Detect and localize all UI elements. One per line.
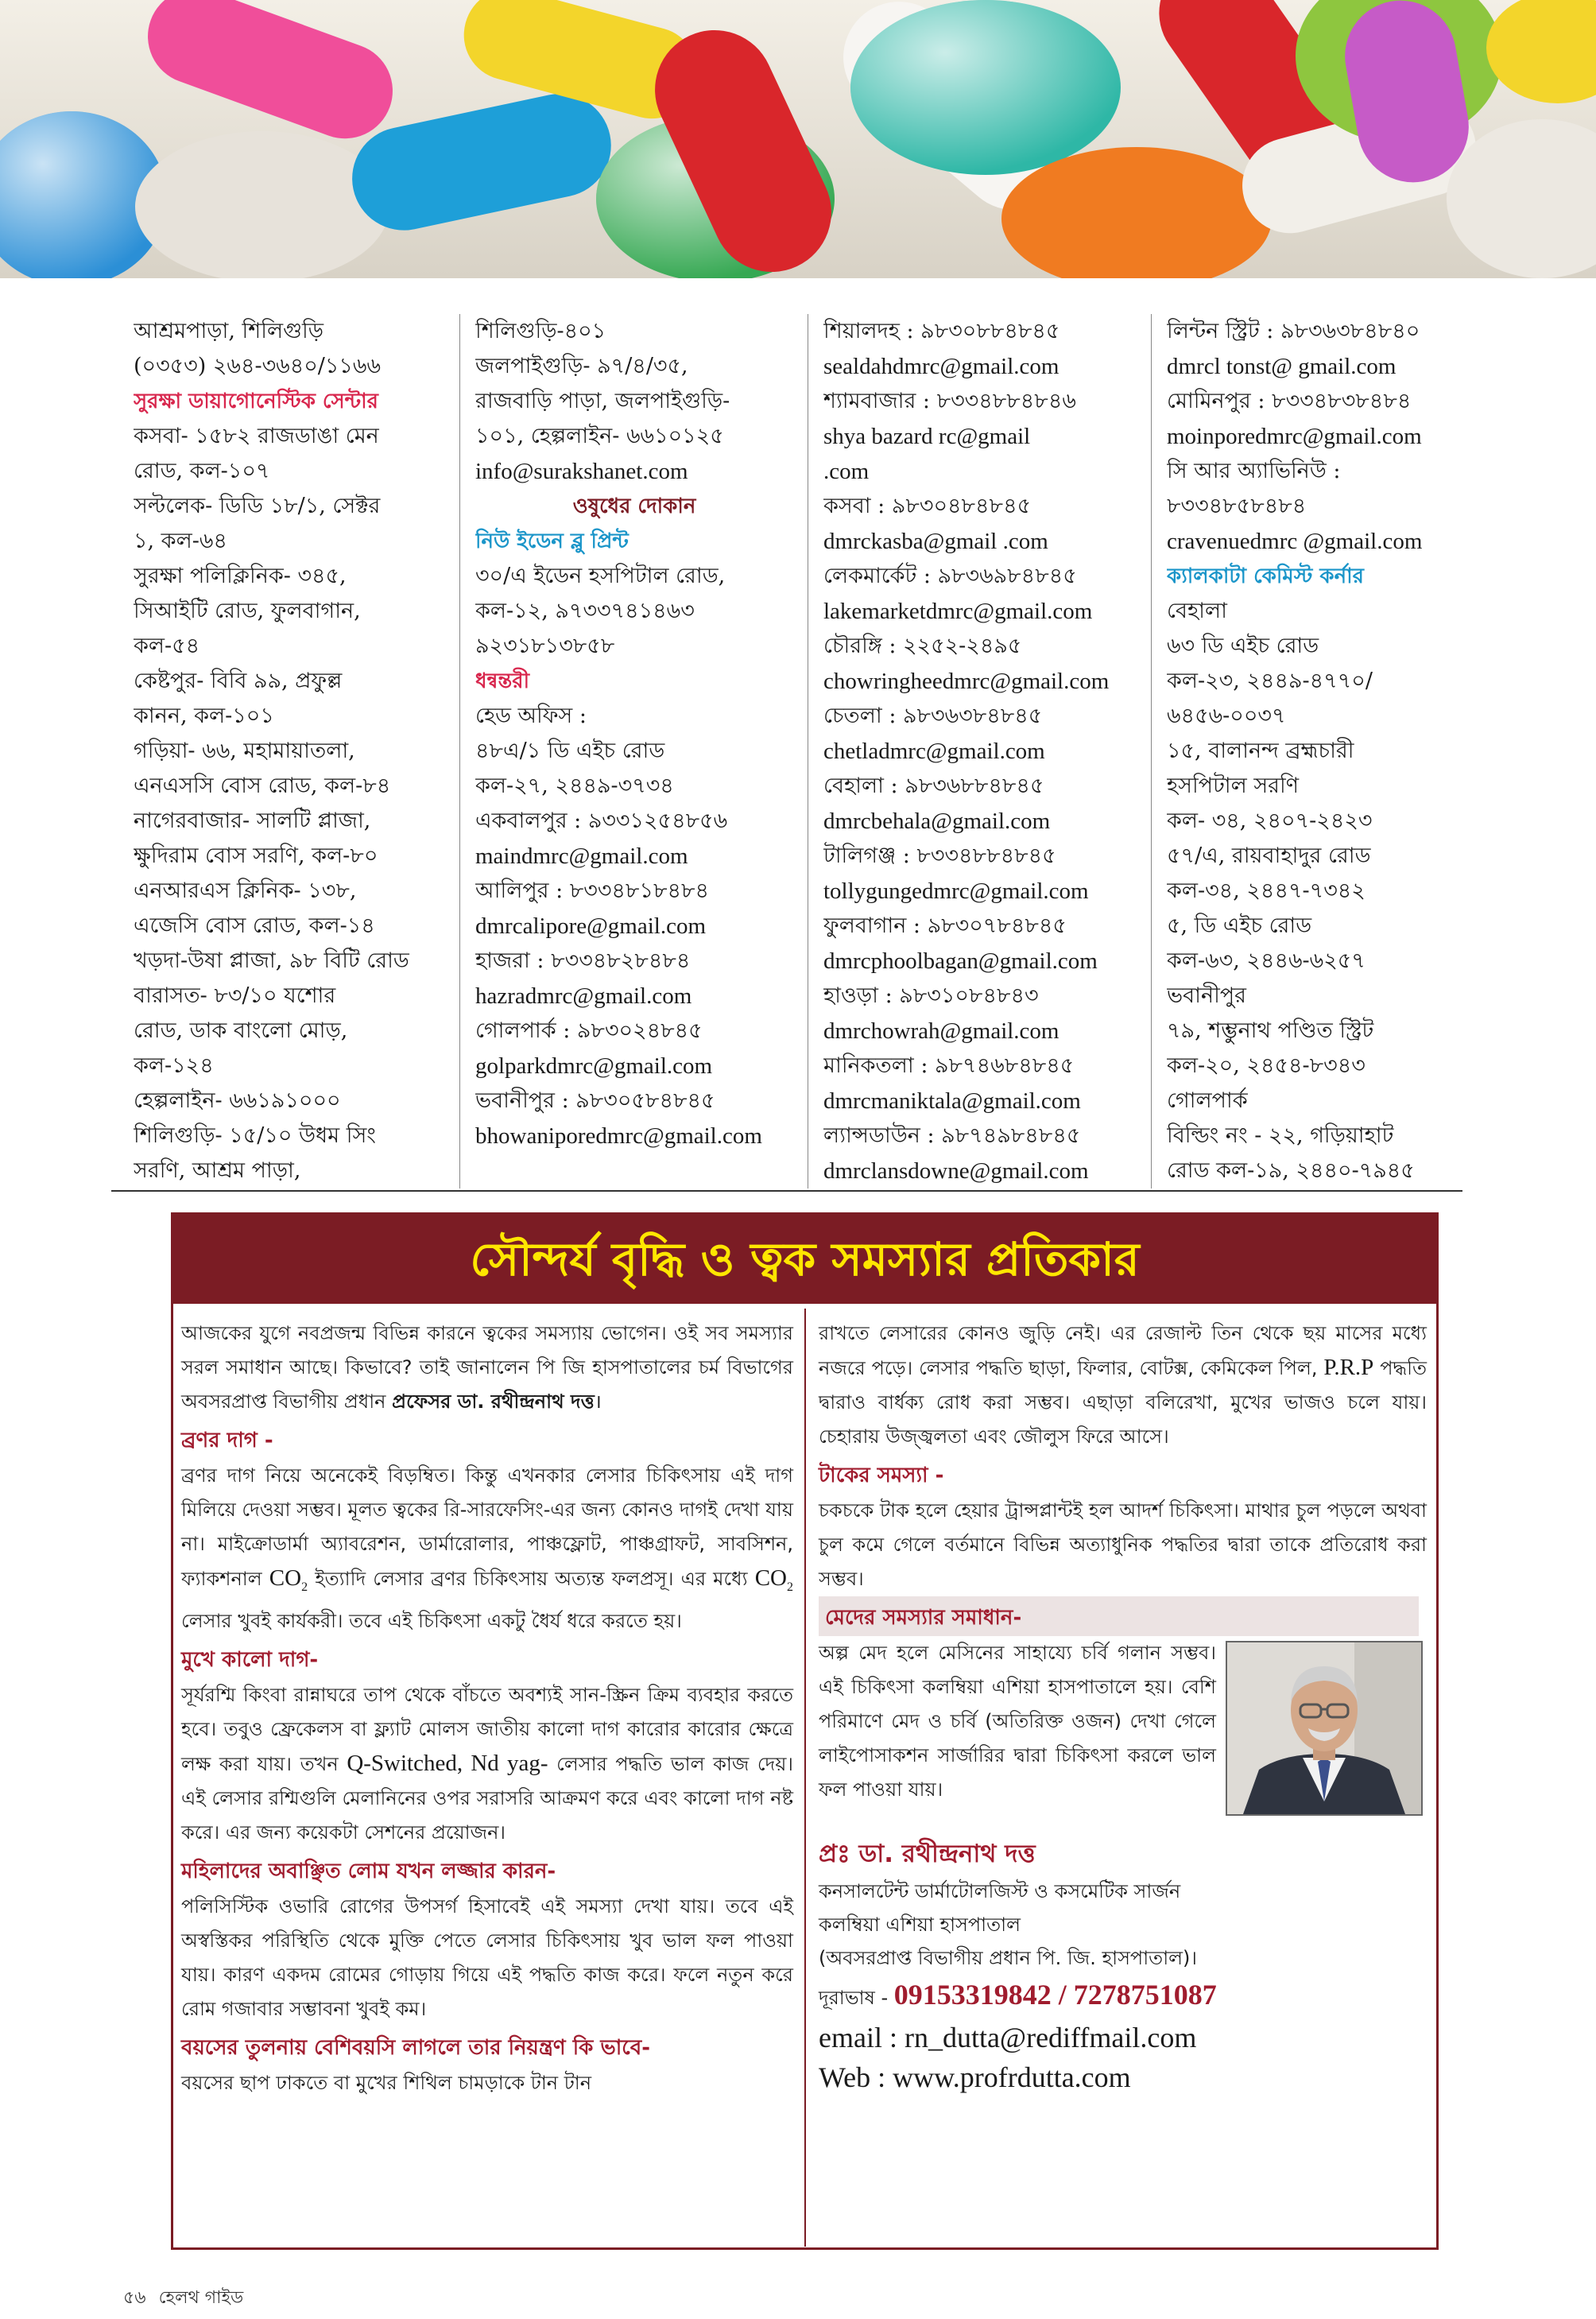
fat-paragraph: অল্প মেদ হলে মেসিনের সাহায্যে চর্বি গলান সম্ভব। এই চিকিৎসা কলম্বিয়া এশিয়া হাসপাতালে হয়। বেশি পরিমাণে মেদ ও চর্বি (অতিরিক্ত ওজন) দেখা গেলে লাইপোসাকশন সার্জারির দ্বারা চিকিৎসা করলে ভাল ফল পাওয়া যায়। bbox=[819, 1642, 1216, 1801]
directory-heading: ধন্বন্তরী bbox=[475, 669, 530, 693]
column-separator bbox=[1151, 314, 1152, 1189]
directory-line: বারাসত- ৮৩/১০ যশোর bbox=[134, 983, 336, 1008]
directory-line: কল-২০, ২৪৫৪-৮৩৪৩ bbox=[1167, 1053, 1366, 1078]
divider bbox=[111, 1190, 1462, 1192]
directory-line: ১০১, হেল্পলাইন- ৬৬১০১২৫ bbox=[475, 424, 724, 448]
pills-banner-image bbox=[0, 0, 1596, 278]
directory-email[interactable]: sealdahdmrc@gmail.com bbox=[823, 354, 1059, 379]
directory-line: এজেসি বোস রোড, কল-১৪ bbox=[134, 913, 375, 938]
directory-line: কল-১২, ৯৭৩৩৭৪১৪৬৩ bbox=[475, 599, 695, 623]
doctor-former-role: (অবসরপ্রাপ্ত বিভাগীয় প্রধান পি. জি. হাসপাতাল)। bbox=[819, 1947, 1197, 1969]
directory-line: এনএসসি বোস রোড, কল-৮৪ bbox=[134, 774, 391, 798]
directory-line: কল-৩৪, ২৪৪৭-৭৩৪২ bbox=[1167, 878, 1366, 903]
acne-text-1: ব্রণর দাগ নিয়ে অনেকেই বিড়ম্বিত। কিন্তু এখনকার লেসার চিকিৎসায় এই দাগ মিলিয়ে দেওয়া সম্ভব। মূলত ত্বকের রি-সারফেসিং-এর জন্য কোনও দাগই দেখা যায় না। মাইক্রোডার্মা অ্যাবরেশন, ডার্মারোলার, পাঞ্চফ্লোট, পাঞ্চগ্রাফট, সাবসিশন, ফ্যাকশনাল bbox=[181, 1464, 793, 1590]
directory-line: কল-১২৪ bbox=[134, 1053, 214, 1078]
directory-column-4 bbox=[1167, 314, 1485, 1189]
directory-line: শিলিগুড়ি- ১৫/১০ উধম সিং bbox=[134, 1123, 376, 1148]
dark-spots-paragraph bbox=[181, 1678, 793, 1850]
prp-label: P.R.P bbox=[1323, 1355, 1374, 1380]
directory-line: বেহালা bbox=[1167, 599, 1227, 623]
directory-line: নাগেরবাজার- সালটি প্লাজা, bbox=[134, 809, 371, 833]
directory-line: ৬৪৫৬-০০৩৭ bbox=[1167, 704, 1286, 728]
doctor-photo bbox=[1226, 1641, 1423, 1816]
doctor-name: প্রঃ ডা. রথীন্দ্রনাথ দত্ত bbox=[819, 1840, 1036, 1868]
directory-line: মানিকতলা : ৯৮৭৪৬৮৪৮৪৫ bbox=[823, 1053, 1075, 1078]
phone-line bbox=[819, 1975, 1427, 2018]
directory-line: জলপাইগুড়ি- ৯৭/৪/৩৫, bbox=[475, 354, 688, 378]
directory-email[interactable]: cravenuedmrc @gmail.com bbox=[1167, 529, 1423, 554]
unwanted-hair-paragraph: পলিসিস্টিক ওভারি রোগের উপসর্গ হিসাবেই এই সমস্যা দেখা যায়। তবে এই অস্বস্তিকর পরিস্থিতি থেকে মুক্তি পেতে লেসার চিকিৎসায় খুব ভাল ফল পাওয়া যায়। কারণ একদম রোমের গোড়ায় গিয়ে এই পদ্ধতি কাজ করে। ফলে নতুন করে রোম গজাবার সম্ভাবনা খুবই কম। bbox=[181, 1894, 793, 2020]
dark-text-1: সূর্যরশ্মি কিংবা রান্নাঘরে তাপ থেকে বাঁচতে অবশ্যই সান-স্ক্রিন ক্রিম ব্যবহার করতে হবে। তবুও ফ্রেকেলস বা ফ্ল্যাট মোলস জাতীয় কালো দাগ কারোর কারোর ক্ষেত্রে লক্ষ করা যায়। তখন bbox=[181, 1683, 793, 1775]
email-line[interactable]: email : rn_dutta@rediffmail.com bbox=[819, 2022, 1197, 2053]
article-body bbox=[173, 1309, 1436, 2247]
directory-line: (০৩৫৩) ২৬৪-৩৬৪০/১১৬৬ bbox=[134, 354, 382, 378]
section-heading-aging: বয়সের তুলনায় বেশিবয়সি লাগলে তার নিয়ন্ত্রণ কি ভাবে- bbox=[181, 2035, 650, 2060]
doctor-hospital: কলম্বিয়া এশিয়া হাসপাতাল bbox=[819, 1914, 1021, 1936]
directory-email[interactable]: chowringheedmrc@gmail.com bbox=[823, 669, 1110, 694]
directory-email[interactable]: dmrclansdowne@gmail.com bbox=[823, 1158, 1089, 1184]
directory-heading: ওষুধের দোকান bbox=[572, 494, 696, 518]
directory-line: সি আর অ্যাভিনিউ : bbox=[1167, 459, 1341, 483]
directory-email[interactable]: dmrcbehala@gmail.com bbox=[823, 809, 1051, 834]
directory-line: লেকমার্কেট : ৯৮৩৬৯৮৪৮৪৫ bbox=[823, 564, 1077, 588]
directory-email[interactable]: dmrcmaniktala@gmail.com bbox=[823, 1088, 1081, 1114]
directory-line: কল-২৩, ২৪৪৯-৪৭৭০/ bbox=[1167, 669, 1373, 693]
doctor-portrait-image bbox=[1227, 1642, 1421, 1814]
directory-listing bbox=[0, 314, 1596, 1189]
aging-cont-text-1: রাখতে লেসারের কোনও জুড়ি নেই। এর রেজাল্ট তিন থেকে ছয় মাসের মধ্যে নজরে পড়ে। লেসার পদ্ধতি ছাড়া, ফিলার, বোটক্স, কেমিকেল পিল, bbox=[819, 1322, 1427, 1379]
fat-section bbox=[819, 1636, 1427, 1827]
directory-email[interactable]: maindmrc@gmail.com bbox=[475, 843, 688, 869]
directory-line: লিন্টন স্ট্রিট : ৯৮৩৬৩৮৪৮৪০ bbox=[1167, 319, 1420, 343]
directory-line: ৩০/এ ইডেন হসপিটাল রোড, bbox=[475, 564, 726, 588]
aging-paragraph: বয়সের ছাপ ঢাকতে বা মুখের শিথিল চামড়াকে টান টান bbox=[181, 2071, 592, 2094]
directory-line: গোলপার্ক : ৯৮৩০২৪৮৪৫ bbox=[475, 1018, 703, 1043]
directory-line: রোড, ডাক বাংলো মোড়, bbox=[134, 1018, 348, 1043]
directory-email[interactable]: dmrckasba@gmail .com bbox=[823, 529, 1048, 554]
directory-line: এনআরএস ক্লিনিক- ১৩৮, bbox=[134, 878, 357, 903]
directory-email[interactable]: .com bbox=[823, 459, 870, 484]
directory-line: ৯২৩১৮১৩৮৫৮ bbox=[475, 634, 615, 658]
directory-line: ফুলবাগান : ৯৮৩০৭৮৪৮৪৫ bbox=[823, 913, 1067, 938]
directory-line: মোমিনপুর : ৮৩৩৪৮৩৮৪৮৪ bbox=[1167, 389, 1412, 413]
section-heading-fat: মেদের সমস্যার সমাধান- bbox=[819, 1596, 1419, 1636]
article-header-band bbox=[173, 1215, 1436, 1304]
directory-line: বিল্ডিং নং - ২২, গড়িয়াহাট bbox=[1167, 1123, 1394, 1148]
directory-line: ১৫, বালানন্দ ব্রহ্মচারী bbox=[1167, 739, 1354, 763]
magazine-name: হেলথ গাইড bbox=[158, 2288, 244, 2308]
directory-line: কসবা- ১৫৮২ রাজডাঙা মেন bbox=[134, 424, 379, 448]
directory-email[interactable]: dmrcphoolbagan@gmail.com bbox=[823, 948, 1098, 974]
section-heading-unwanted-hair: মহিলাদের অবাঞ্ছিত লোম যখন লজ্জার কারন- bbox=[181, 1859, 556, 1883]
directory-line: ৪৮এ/১ ডি এইচ রোড bbox=[475, 739, 665, 763]
directory-line: ভবানীপুর : ৯৮৩০৫৮৪৮৪৫ bbox=[475, 1088, 715, 1113]
directory-line: কল-২৭, ২৪৪৯-৩৭৩৪ bbox=[475, 774, 674, 798]
directory-line: শ্যামবাজার : ৮৩৩৪৮৮৪৮৪৬ bbox=[823, 389, 1076, 413]
directory-column-2 bbox=[475, 314, 793, 1154]
directory-column-3 bbox=[823, 314, 1141, 1189]
directory-line: ভবানীপুর bbox=[1167, 983, 1246, 1008]
intro-end: । bbox=[594, 1390, 602, 1413]
directory-line: বেহালা : ৯৮৩৬৮৮৪৮৪৫ bbox=[823, 774, 1044, 798]
directory-line: কল- ৩৪, ২৪০৭-২৪২৩ bbox=[1167, 809, 1373, 833]
aging-cont-text-2: পদ্ধতি দ্বারাও বার্ধক্য রোধ করা সম্ভব। এছাড়া বলিরেখা, মুখের ভাজও চলে যায়। চেহারায় উজ্জ্বলতা এবং জৌলুস ফিরে আসে। bbox=[819, 1357, 1427, 1448]
section-heading-dark-spots: মুখে কালো দাগ- bbox=[181, 1647, 319, 1672]
baldness-paragraph: চকচকে টাক হলে হেয়ার ট্রান্সপ্লান্টই হল আদর্শ চিকিৎসা। মাথার চুল পড়লে অথবা চুল কমে গেলে বর্তমানে বিভিন্ন অত্যাধুনিক পদ্ধতির দ্বারা তাকে প্রতিরোধ করা সম্ভব। bbox=[819, 1499, 1427, 1590]
directory-line: সিআইটি রোড, ফুলবাগান, bbox=[134, 599, 361, 623]
section-heading-acne: ব্রণর দাগ - bbox=[181, 1429, 273, 1452]
co2-label: $CO_2$ bbox=[269, 1565, 308, 1594]
directory-line: কসবা : ৯৮৩০৪৮৪৮৪৫ bbox=[823, 494, 1032, 518]
column-separator bbox=[459, 314, 460, 1189]
intro-text: আজকের যুগে নবপ্রজন্ম বিভিন্ন কারনে ত্বকের সমস্যায় ভোগেন। ওই সব সমস্যার সরল সমাধান আছে। কিভাবে? তাই জানালেন পি জি হাসপাতালের চর্ম বিভাগের অবসরপ্রাপ্ত বিভাগীয় প্রধান bbox=[181, 1322, 793, 1413]
article-left-column bbox=[181, 1317, 793, 2100]
directory-line: হেড অফিস : bbox=[475, 704, 587, 728]
directory-line: হেল্পলাইন- ৬৬১৯১০০০ bbox=[134, 1088, 341, 1113]
acne-paragraph bbox=[181, 1459, 793, 1638]
co2-label: $CO_2$ bbox=[754, 1565, 793, 1594]
directory-line: একবালপুর : ৯৩৩১২৫৪৮৫৬ bbox=[475, 809, 728, 833]
directory-line: গড়িয়া- ৬৬, মহামায়াতলা, bbox=[134, 739, 355, 763]
website-line[interactable]: Web : www.profrdutta.com bbox=[819, 2061, 1131, 2093]
directory-email[interactable]: lakemarketdmrc@gmail.com bbox=[823, 599, 1093, 624]
directory-line: কেষ্টপুর- বিবি ৯৯, প্রফুল্ল bbox=[134, 669, 343, 693]
directory-line: ৫, ডি এইচ রোড bbox=[1167, 913, 1312, 938]
directory-line: কল-৫৪ bbox=[134, 634, 200, 658]
directory-line: শিলিগুড়ি-৪০১ bbox=[475, 319, 606, 343]
directory-line: টালিগঞ্জ : ৮৩৩৪৮৮৪৮৪৫ bbox=[823, 843, 1056, 868]
acne-text-3: লেসার খুবই কার্যকরী। তবে এই চিকিৎসা একটু ধৈর্য ধরে করতে হয়। bbox=[181, 1609, 682, 1632]
directory-heading: নিউ ইডেন ব্লু প্রিন্ট bbox=[475, 529, 629, 553]
dark-text-2: লেসার পদ্ধতি ভাল কাজ দেয়। এই লেসার রশ্মিগুলি মেলানিনের ওপর সরাসরি আক্রমণ করে এবং কালো দাগ নষ্ট করে। এর জন্য কয়েকটা সেশনের প্রয়োজন। bbox=[181, 1752, 793, 1844]
directory-line: ৫৭/এ, রায়বাহাদুর রোড bbox=[1167, 843, 1371, 868]
directory-line: ল্যান্সডাউন : ৯৮৭৪৯৮৪৮৪৫ bbox=[823, 1123, 1081, 1148]
section-heading-baldness: টাকের সমস্যা - bbox=[819, 1464, 944, 1487]
directory-email[interactable]: chetladmrc@gmail.com bbox=[823, 739, 1045, 764]
directory-line: আশ্রমপাড়া, শিলিগুড়ি bbox=[134, 319, 324, 343]
directory-email[interactable]: shya bazard rc@gmail bbox=[823, 424, 1031, 449]
phone-label: দূরাভাষ - bbox=[819, 1987, 894, 2009]
directory-line: হাজরা : ৮৩৩৪৮২৮৪৮৪ bbox=[475, 948, 691, 973]
directory-line: কানন, কল-১০১ bbox=[134, 704, 274, 728]
directory-line: হাওড়া : ৯৮৩১০৮৪৮৪৩ bbox=[823, 983, 1039, 1008]
directory-line: গোলপার্ক bbox=[1167, 1088, 1248, 1113]
article-title: সৌন্দর্য বৃদ্ধি ও ত্বক সমস্যার প্রতিকার bbox=[470, 1232, 1140, 1286]
article-box bbox=[171, 1212, 1439, 2250]
doctor-title: কনসালটেন্ট ডার্মাটোলজিস্ট ও কসমেটিক সার্জন bbox=[819, 1880, 1181, 1902]
intro-paragraph bbox=[181, 1317, 793, 1419]
page-number: ৫৬ bbox=[123, 2288, 146, 2308]
directory-line: সল্টলেক- ডিডি ১৮/১, সেক্টর bbox=[134, 494, 381, 518]
directory-line: চেতলা : ৯৮৩৬৩৮৪৮৪৫ bbox=[823, 704, 1043, 728]
directory-line: সরণি, আশ্রম পাড়া, bbox=[134, 1158, 301, 1183]
directory-email[interactable]: bhowaniporedmrc@gmail.com bbox=[475, 1123, 762, 1149]
directory-email[interactable]: tollygungedmrc@gmail.com bbox=[823, 878, 1089, 904]
page-footer bbox=[123, 2284, 256, 2313]
acne-text-2: ইত্যাদি লেসার ব্রণর চিকিৎসায় অত্যন্ত ফলপ্রসূ। এর মধ্যে bbox=[308, 1568, 755, 1590]
directory-line: কল-৬৩, ২৪৪৬-৬২৫৭ bbox=[1167, 948, 1366, 973]
directory-line: শিয়ালদহ : ৯৮৩০৮৮৪৮৪৫ bbox=[823, 319, 1060, 343]
directory-line: ৭৯, শম্ভুনাথ পণ্ডিত স্ট্রিট bbox=[1167, 1018, 1374, 1043]
directory-email[interactable]: dmrcalipore@gmail.com bbox=[475, 913, 707, 939]
directory-line: ৮৩৩৪৮৫৮৪৮৪ bbox=[1167, 494, 1307, 518]
phone-numbers[interactable]: 09153319842 / 7278751087 bbox=[893, 1979, 1217, 2011]
directory-line: রোড কল-১৯, ২৪৪০-৭৯৪৫ bbox=[1167, 1158, 1415, 1183]
directory-line: হসপিটাল সরণি bbox=[1167, 774, 1300, 798]
directory-line: ক্ষুদিরাম বোস সরণি, কল-৮০ bbox=[134, 843, 378, 868]
directory-email[interactable]: golparkdmrc@gmail.com bbox=[475, 1053, 713, 1079]
directory-line: সুরক্ষা পলিক্লিনিক- ৩৪৫, bbox=[134, 564, 347, 588]
pills-illustration bbox=[0, 0, 1596, 278]
directory-heading: সুরক্ষা ডায়াগোনেস্টিক সেন্টার bbox=[134, 390, 378, 413]
directory-email[interactable]: moinporedmrc@gmail.com bbox=[1167, 424, 1422, 449]
article-right-column bbox=[819, 1317, 1427, 2097]
column-divider bbox=[804, 1309, 806, 2247]
laser-type-label: Q-Switched, Nd yag- bbox=[347, 1750, 548, 1776]
directory-heading: ক্যালকাটা কেমিস্ট কর্নার bbox=[1167, 564, 1364, 588]
directory-email[interactable]: info@surakshanet.com bbox=[475, 459, 688, 484]
directory-line: খড়দা-উষা প্লাজা, ৯৮ বিটি রোড bbox=[134, 948, 409, 973]
aging-continued-paragraph bbox=[819, 1317, 1427, 1454]
directory-email[interactable]: hazradmrc@gmail.com bbox=[475, 983, 692, 1009]
directory-email[interactable]: dmrchowrah@gmail.com bbox=[823, 1018, 1059, 1044]
directory-line: ১, কল-৬৪ bbox=[134, 529, 227, 553]
directory-email[interactable]: dmrcl tonst@ gmail.com bbox=[1167, 354, 1396, 379]
directory-line: আলিপুর : ৮৩৩৪৮১৮৪৮৪ bbox=[475, 878, 710, 903]
directory-line: রাজবাড়ি পাড়া, জলপাইগুড়ি- bbox=[475, 389, 730, 413]
directory-line: ৬৩ ডি এইচ রোড bbox=[1167, 634, 1319, 658]
directory-line: চৌরঙ্গি : ২২৫২-২৪৯৫ bbox=[823, 634, 1022, 658]
directory-column-1 bbox=[134, 314, 447, 1189]
directory-line: রোড, কল-১০৭ bbox=[134, 459, 270, 483]
author-name-inline: প্রফেসর ডা. রথীন্দ্রনাথ দত্ত bbox=[392, 1390, 595, 1413]
